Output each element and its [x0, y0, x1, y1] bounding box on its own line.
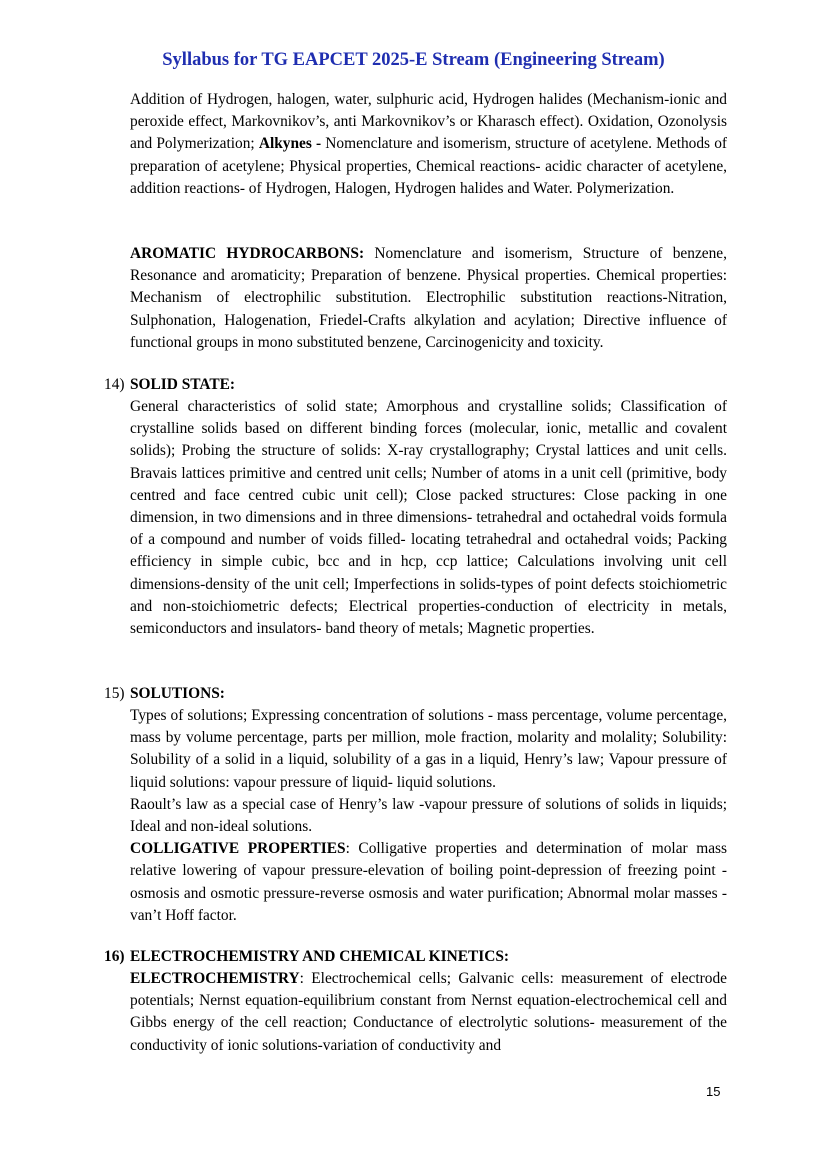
aromatic-text: Nomenclature and isomerism, Structure of benzene, Resonance and aromaticity; Preparation of benzene. Physical properties. Chemical properties: Mechanism of electrophilic substitution. Electrophilic substitution reactions-Nitration, Sulphonation, Halogenation, Friedel-Crafts alkylation and acylation; Directive influence of functional groups in mono substituted benzene, Carcinogenicity and toxicity. — [130, 245, 727, 351]
solutions-paragraph — [130, 705, 727, 927]
colligative-text: : Colligative properties and determination of molar mass relative lowering of vapour pressure-elevation of boiling point-depression of freezing point - osmosis and osmotic pressure-reverse osmosis and water purification; Abnormal molar masses - van’t Hoff factor. — [130, 840, 728, 924]
solid-state-text: General characteristics of solid state; Amorphous and crystalline solids; Classification of crystalline solids based on different binding forces (molecular, ionic, metallic and covalent solids); Probing the structure of solids: X-ray crystallography; Crystal lattices and unit cells. Bravais lattices primitive and centred unit cells; Number of atoms in a unit cell (primitive, body centred and face centred cubic unit cell); Close packed structures: Close packing in one dimension, in two dimensions and in three dimensions- tetrahedral and octahedral voids formula of a compound and number of voids filled- locating tetrahedral and octahedral voids; Packing efficiency in simple cubic, bcc and in hcp, ccp lattice; Calculations involving unit cell dimensions-density of the unit cell; Imperfections in solids-types of point defects stoichiometric and non-stoichiometric defects; Electrical properties-conduction of electricity in metals, semiconductors and insulators- band theory of metals; Magnetic properties. — [130, 398, 727, 638]
electrochemistry-paragraph — [130, 968, 727, 1057]
alkynes-label: Alkynes - — [258, 135, 322, 153]
colligative-label: COLLIGATIVE PROPERTIES — [130, 840, 346, 858]
section-title: ELECTROCHEMISTRY AND CHEMICAL KINETICS: — [130, 948, 510, 965]
section-title: SOLID STATE: — [130, 376, 236, 393]
section-number: 14) — [104, 376, 125, 393]
section-heading-solid-state — [104, 374, 235, 396]
page-title: Syllabus for TG EAPCET 2025-E Stream (Engineering Stream) — [162, 50, 665, 70]
aromatic-hydrocarbons-paragraph — [130, 243, 727, 354]
section-number: 16) — [104, 948, 125, 965]
alkynes-text: Nomenclature and isomerism, structure of acetylene. Methods of preparation of acetylene; Physical properties, Chemical reactions- acidic character of acetylene, addition reactions- of Hydrogen, Halogen, Hydrogen halides and Water. Polymerization. — [130, 135, 728, 197]
section-number: 15) — [104, 685, 125, 702]
section-title: SOLUTIONS: — [130, 685, 225, 702]
page-number: 15 — [706, 1084, 721, 1099]
electrochemistry-text: : Electrochemical cells; Galvanic cells: measurement of electrode potentials; Nernst equation-equilibrium constant from Nernst equation-electrochemical cell and Gibbs energy of the cell reaction; Conductance of electrolytic solutions- measurement of the conductivity of ionic solutions-variation of conductivity and — [130, 970, 727, 1054]
section-heading-solutions — [104, 683, 225, 705]
solid-state-paragraph — [130, 396, 727, 640]
solutions-text-2: Raoult’s law as a special case of Henry’s law -vapour pressure of solutions of solids in liquids; Ideal and non-ideal solutions. — [130, 795, 727, 836]
aromatic-label: AROMATIC HYDROCARBONS: — [130, 245, 365, 262]
alkenes-continued-paragraph — [130, 89, 727, 200]
alkenes-text: Addition of Hydrogen, halogen, water, sulphuric acid, Hydrogen halides (Mechanism-ionic and peroxide effect, Markovnikov’s, anti Markovnikov’s or Kharasch effect). Oxidation, Ozonolysis and Polymerization; — [130, 91, 727, 153]
section-heading-electrochemistry — [104, 946, 509, 968]
solutions-text-1: Types of solutions; Expressing concentration of solutions - mass percentage, volume percentage, mass by volume percentage, parts per million, mole fraction, molarity and molality; Solubility: Solubility of a solid in a liquid, solubility of a gas in a liquid, Henry’s law; Vapour pressure of liquid solutions: vapour pressure of liquid- liquid solutions. — [130, 707, 727, 791]
electrochemistry-label: ELECTROCHEMISTRY — [130, 970, 300, 987]
